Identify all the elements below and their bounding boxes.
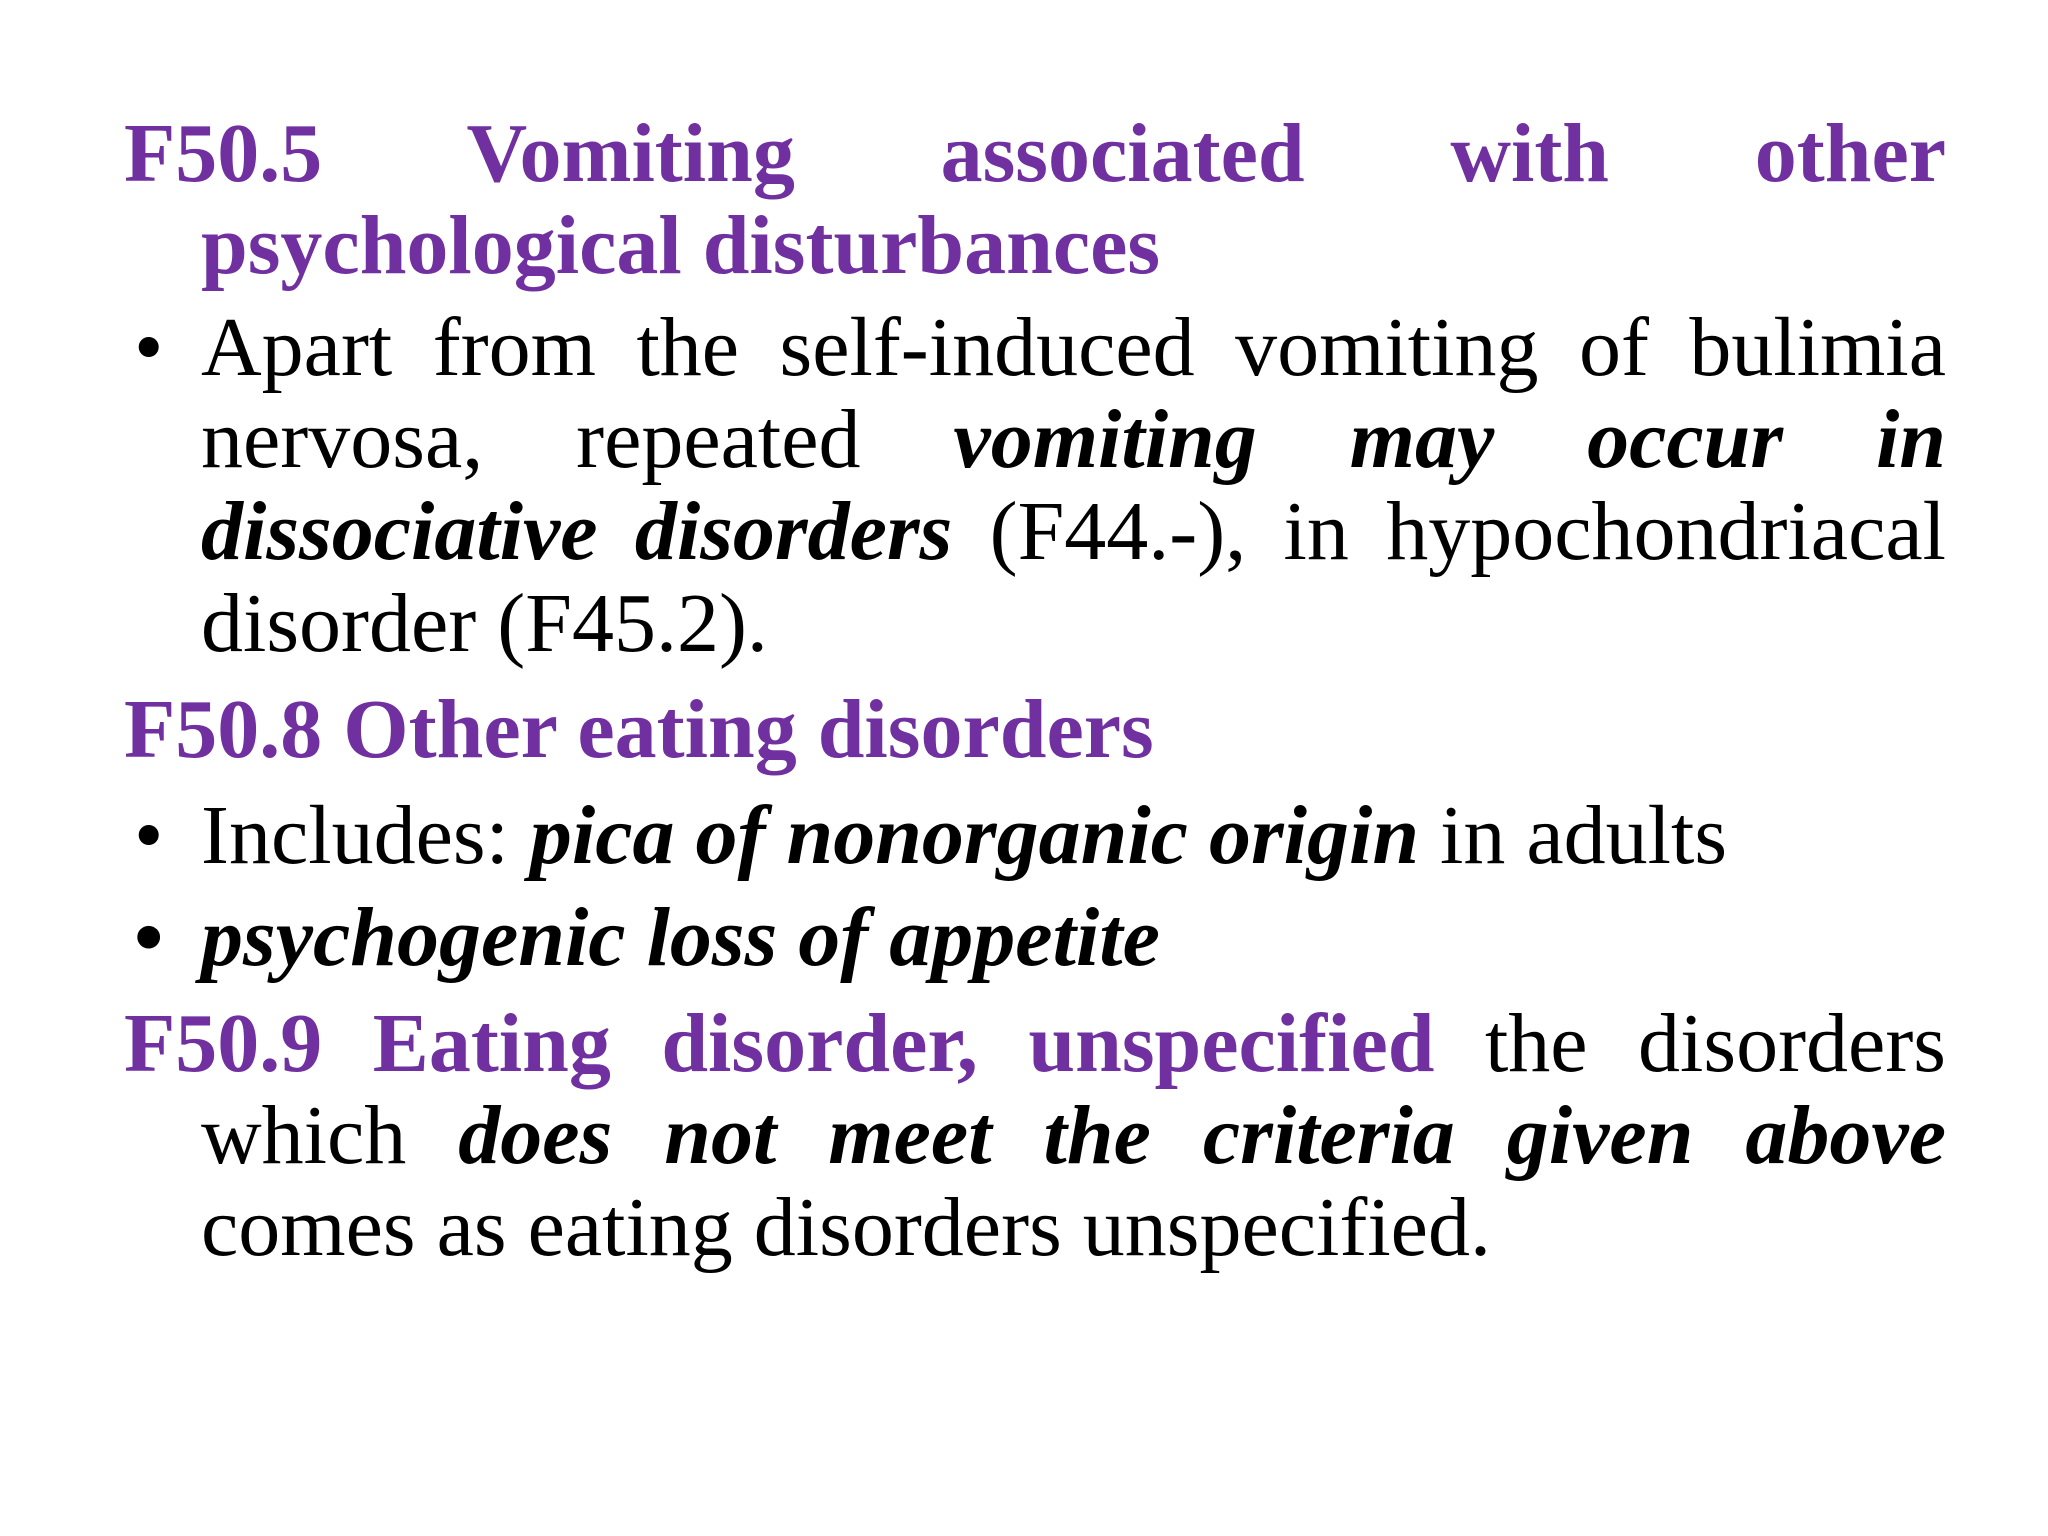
emphasis-run: psychogenic loss of appetite	[201, 891, 1160, 984]
bullet-dot: •	[134, 891, 164, 984]
bullet-f50-8-includes	[124, 790, 1946, 882]
heading-word: with	[1450, 107, 1610, 200]
heading-word: other	[1754, 107, 1947, 200]
heading-word: associated	[940, 107, 1305, 200]
emphasis-run: pica of nonorganic origin	[529, 789, 1420, 882]
heading-word: F50.5	[124, 107, 323, 200]
bullet-dot: •	[134, 789, 164, 882]
heading-f50-5-line1	[124, 108, 1946, 200]
heading-word: Vomiting	[466, 107, 795, 200]
text-run: the disorders which	[201, 997, 1946, 1182]
text-run: comes as eating disorders unspecified.	[201, 1181, 1491, 1274]
bullet-dot: •	[134, 301, 164, 394]
emphasis-run: does not meet the criteria given above	[458, 1089, 1946, 1182]
heading-f50-8: F50.8 Other eating disorders	[124, 683, 1154, 776]
emphasis-run: vomiting may occur in dissociative disorders	[201, 393, 1947, 578]
bullet-f50-8-appetite	[124, 892, 1946, 984]
slide-content	[124, 108, 1946, 1274]
heading-f50-5-line2: psychological disturbances	[201, 199, 1161, 292]
bullet-f50-5	[124, 302, 1946, 670]
text-run: (F44.-), in hypochondriacal disorder (F45.2).	[201, 485, 1946, 670]
text-run: Includes:	[201, 789, 530, 882]
paragraph-f50-9	[124, 998, 1946, 1274]
heading-f50-9: F50.9 Eating disorder, unspecified	[124, 997, 1435, 1090]
text-run: Apart from the self-induced vomiting of bulimia nervosa, repeated	[201, 301, 1946, 486]
text-run: in adults	[1419, 789, 1728, 882]
